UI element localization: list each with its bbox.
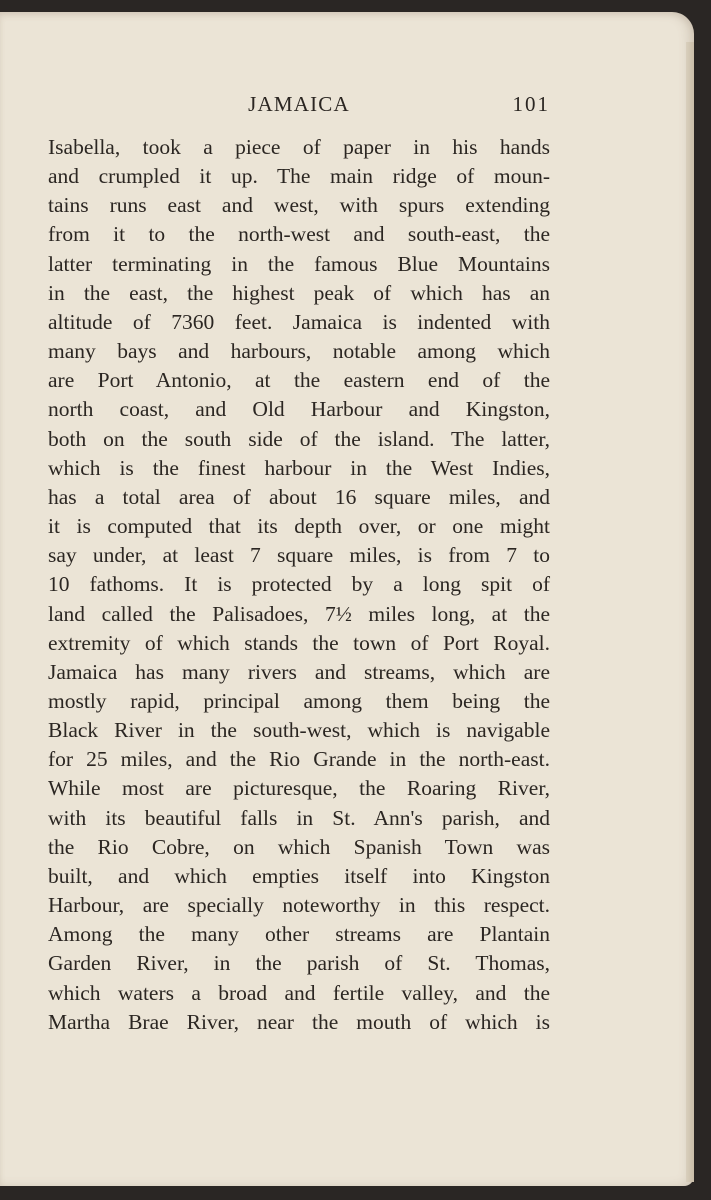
text-line: extremity of which stands the town of Port Royal. xyxy=(48,630,550,655)
page-number: 101 xyxy=(512,92,550,116)
text-line: Among the many other streams are Plantain xyxy=(48,922,550,947)
text-line: latter terminating in the famous Blue Mountains xyxy=(48,251,550,276)
text-line: Garden River, in the parish of St. Thomas, xyxy=(48,951,550,976)
text-line: with its beautiful falls in St. Ann's parish, and xyxy=(48,805,550,830)
text-line: and crumpled it up. The main ridge of moun- xyxy=(48,164,550,189)
text-line: built, and which empties itself into Kingston xyxy=(48,863,550,888)
text-line: Martha Brae River, near the mouth of which is xyxy=(48,1009,550,1034)
text-line: from it to the north-west and south-east, the xyxy=(48,222,550,247)
page-edge xyxy=(686,42,694,1182)
text-line: in the east, the highest peak of which has an xyxy=(48,280,550,305)
text-line: north coast, and Old Harbour and Kingston, xyxy=(48,397,550,422)
text-line: the Rio Cobre, on which Spanish Town was xyxy=(48,834,550,859)
text-line: tains runs east and west, with spurs extending xyxy=(48,193,550,218)
text-line: 10 fathoms. It is protected by a long spit of xyxy=(48,572,550,597)
text-line: it is computed that its depth over, or one might xyxy=(48,514,550,539)
text-line: many bays and harbours, notable among which xyxy=(48,339,550,364)
text-line: which is the finest harbour in the West Indies, xyxy=(48,455,550,480)
text-line: say under, at least 7 square miles, is from 7 to xyxy=(48,543,550,568)
text-line: Harbour, are specially noteworthy in this respect. xyxy=(48,893,550,918)
text-line: are Port Antonio, at the eastern end of the xyxy=(48,368,550,393)
text-line: Jamaica has many rivers and streams, which are xyxy=(48,659,550,684)
text-line: mostly rapid, principal among them being the xyxy=(48,688,550,713)
text-line: Isabella, took a piece of paper in his hands xyxy=(48,135,550,159)
text-line: While most are picturesque, the Roaring River, xyxy=(48,776,550,801)
body-text xyxy=(48,133,550,1037)
text-line: both on the south side of the island. The latter, xyxy=(48,426,550,451)
page-header xyxy=(48,92,550,122)
text-line: Black River in the south-west, which is navigable xyxy=(48,718,550,743)
text-line: for 25 miles, and the Rio Grande in the north-east. xyxy=(48,747,550,772)
text-line: altitude of 7360 feet. Jamaica is indented with xyxy=(48,309,550,334)
text-line: land called the Palisadoes, 7½ miles long, at the xyxy=(48,601,550,626)
running-title: JAMAICA xyxy=(248,92,350,116)
text-line: has a total area of about 16 square miles, and xyxy=(48,484,550,509)
text-line: which waters a broad and fertile valley, and the xyxy=(48,980,550,1005)
